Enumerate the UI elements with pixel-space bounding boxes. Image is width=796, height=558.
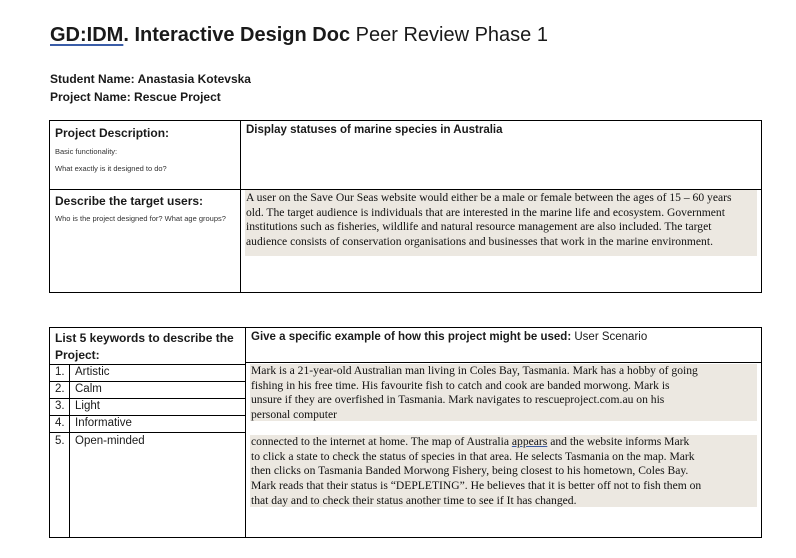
- keyword-number: 5.: [55, 435, 65, 447]
- project-name-value: Rescue Project: [134, 90, 221, 104]
- document-title: GD:IDM. Interactive Design Doc Peer Review Phase 1: [50, 24, 548, 46]
- keyword-item: Open-minded: [75, 435, 145, 447]
- scenario-text: connected to the internet at home. The map of Australia: [251, 435, 512, 448]
- target-users-line: A user on the Save Our Seas website would either be a male or female between the ages of 15 – 60 years: [246, 191, 732, 204]
- keyword-number: 1.: [55, 366, 65, 378]
- scenario-label: [251, 331, 647, 343]
- kw-row-line: [49, 432, 245, 433]
- project-description-value: Display statuses of marine species in Australia: [246, 124, 503, 136]
- keyword-item: Calm: [75, 383, 102, 395]
- scenario-line: unsure if they are overfished in Tasmania. Mark navigates to rescueproject.com.au on his: [251, 393, 665, 407]
- scenario-text: and the website informs Mark: [547, 435, 690, 448]
- scenario-line: personal computer: [251, 408, 337, 422]
- table2-divider: [245, 327, 246, 538]
- keyword-number: 4.: [55, 417, 65, 429]
- keywords-label: List 5 keywords to describe the Project:: [55, 331, 234, 362]
- title-bold: Interactive Design Doc: [134, 24, 351, 46]
- project-name-label: Project Name:: [50, 90, 131, 104]
- student-name-line: [50, 72, 251, 86]
- project-description-label: Project Description:: [55, 126, 170, 140]
- scenario-line: Mark is a 21-year-old Australian man living in Coles Bay, Tasmania. Mark has a hobby of going: [251, 364, 698, 377]
- scenario-paragraph-2: [250, 435, 757, 507]
- kw-row-line: [49, 415, 245, 416]
- scenario-line: then clicks on Tasmania Banded Morwong Fishery, being closest to his hometown, Coles Bay.: [251, 464, 689, 478]
- keyword-number: 3.: [55, 400, 65, 412]
- table1-divider: [240, 120, 241, 293]
- scenario-line: to click a state to check the status of species in that area. He selects Tasmania on the map. Mark: [251, 449, 695, 463]
- target-users-hint: Who is the project designed for? What age groups?: [55, 214, 226, 223]
- kw-row-line: [49, 364, 245, 365]
- org-code: GD:IDM: [50, 24, 124, 46]
- student-name-label: Student Name:: [50, 72, 135, 86]
- scenario-text-flagged: appears: [511, 435, 548, 448]
- scenario-line: fishing in his free time. His favourite fish to catch and cook are banded morwong. Mark is: [251, 378, 670, 392]
- project-description-hint-2: What exactly is it designed to do?: [55, 164, 167, 173]
- scenario-paragraph-1: [250, 364, 757, 421]
- project-name-line: [50, 90, 221, 104]
- target-users-line: audience consists of conservation organisations and businesses that work in the marine environment.: [246, 235, 713, 249]
- kw-row-line: [49, 381, 245, 382]
- kw-num-divider: [69, 364, 70, 538]
- keyword-item: Light: [75, 400, 100, 412]
- table2-header-divider: [245, 362, 762, 363]
- scenario-label-rest: User Scenario: [574, 331, 648, 343]
- keyword-number: 2.: [55, 383, 65, 395]
- keyword-item: Artistic: [75, 366, 110, 378]
- target-users-text: [245, 190, 757, 256]
- project-description-hint-1: Basic functionality:: [55, 147, 118, 156]
- scenario-line: [251, 435, 757, 450]
- keyword-item: Informative: [75, 417, 132, 429]
- scenario-line: that day and to check their status another time to see if It has changed.: [251, 493, 577, 507]
- scenario-label-bold: Give a specific example of how this project might be used:: [251, 331, 572, 343]
- target-users-line: old. The target audience is individuals that are interested in the marine life and ecosystem. Government: [246, 205, 725, 219]
- scenario-line: Mark reads that their status is “DEPLETING”. He believes that it is better off not to fish them on: [251, 479, 702, 493]
- title-rest: Peer Review Phase 1: [355, 24, 548, 46]
- target-users-line: institutions such as fisheries, wildlife and natural resource management are also included. The target: [246, 220, 712, 234]
- kw-row-line: [49, 398, 245, 399]
- student-name-value: Anastasia Kotevska: [137, 72, 251, 86]
- target-users-label: Describe the target users:: [55, 194, 204, 208]
